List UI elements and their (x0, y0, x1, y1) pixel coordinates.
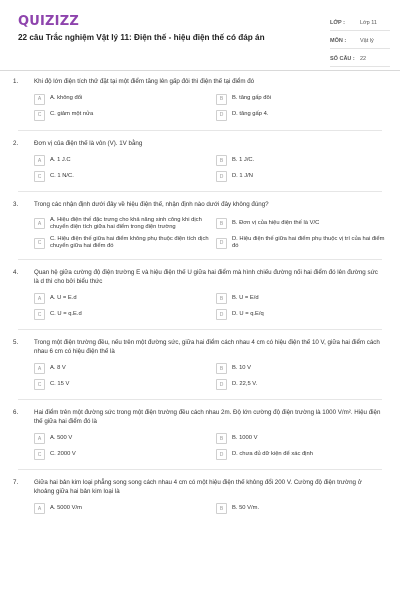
question-item (0, 479, 400, 514)
answer-options (34, 94, 382, 121)
option-letter-box: A (34, 433, 45, 444)
option-text: B. Đơn vị của hiệu điện thế là V/C (232, 220, 320, 227)
option-text: C. 2000 V (50, 451, 76, 458)
option-text: B. 50 V/m. (232, 505, 260, 512)
option-text: B. U = E/d (232, 295, 259, 302)
question-item (0, 78, 400, 121)
option-letter-box: A (34, 503, 45, 514)
meta-label: LỚP : (330, 19, 345, 26)
answer-option[interactable] (216, 236, 392, 250)
option-letter-box: B (216, 503, 227, 514)
question-text: Quan hệ giữa cường độ điện trường E và hiệu điện thế U giữa hai điểm mà hình chiếu đường nối hai điểm đó lên đường sức là d thì cho bởi biểu thức (34, 269, 378, 285)
question-item (0, 269, 400, 320)
answer-option[interactable] (34, 217, 210, 231)
question-item (0, 339, 400, 390)
option-letter-box: D (216, 379, 227, 390)
question-number: 4. (13, 269, 19, 277)
option-text: A. Hiệu điện thế đặc trưng cho khả năng sinh công khi dịch chuyển điện tích giữa hai điểm trong điện trường (50, 216, 202, 230)
option-letter-box: C (34, 110, 45, 121)
meta-value: Vật lý (360, 37, 374, 44)
answer-option[interactable] (216, 110, 392, 121)
option-text: B. 1000 V (232, 435, 258, 442)
question-text: Đơn vị của điện thế là vôn (V). 1V bằng (34, 139, 143, 147)
option-letter-box: A (34, 94, 45, 105)
question-item (0, 140, 400, 183)
option-text: C. U = q.E.d (50, 311, 82, 318)
question-divider (18, 399, 382, 400)
question-text: Hai điểm trên một đường sức trong một điện trường đều cách nhau 2m. Độ lớn cường độ điện trường là 1000 V/m². Hiệu điện thế giữa hai điểm đó là (34, 409, 381, 425)
question-number: 1. (13, 78, 19, 85)
meta-row-class (330, 15, 390, 31)
answer-option[interactable] (34, 94, 210, 105)
option-letter-box: D (216, 110, 227, 121)
question-text: Trong một điện trường đều, nếu trên một đường sức, giữa hai điểm cách nhau 4 cm có hiệu điện thế 10 V, giữa hai điểm cách nhau 6 cm có hiệu điện thế là (34, 339, 380, 355)
option-letter-box: B (216, 363, 227, 374)
option-letter-box: C (34, 379, 45, 390)
question-list (0, 78, 400, 514)
meta-label: MÔN : (330, 37, 347, 44)
option-letter-box: A (34, 218, 45, 229)
answer-option[interactable] (34, 503, 210, 514)
option-letter-box: A (34, 363, 45, 374)
question-divider (18, 191, 382, 192)
meta-value: 22 (360, 55, 367, 62)
answer-options (34, 503, 382, 514)
question-divider (18, 469, 382, 470)
meta-label: SỐ CÂU : (330, 55, 355, 62)
answer-option[interactable] (216, 217, 392, 231)
answer-option[interactable] (216, 309, 392, 320)
answer-option[interactable] (216, 379, 392, 390)
answer-option[interactable] (34, 379, 210, 390)
answer-option[interactable] (216, 171, 392, 182)
worksheet-title: 22 câu Trắc nghiệm Vật lý 11: Điện thế - hiệu điện thế có đáp án (18, 33, 265, 42)
option-letter-box: D (216, 238, 227, 249)
option-text: D. U = q.E/q (232, 311, 264, 318)
answer-option[interactable] (34, 309, 210, 320)
answer-option[interactable] (34, 293, 210, 304)
option-letter-box: A (34, 293, 45, 304)
option-letter-box: C (34, 449, 45, 460)
answer-option[interactable] (216, 503, 392, 514)
option-letter-box: B (216, 293, 227, 304)
option-letter-box: C (34, 309, 45, 320)
option-letter-box: B (216, 218, 227, 229)
option-text: A. không đổi (50, 95, 83, 102)
answer-option[interactable] (34, 171, 210, 182)
option-text: D. 22,5 V. (232, 381, 258, 388)
answer-option[interactable] (216, 155, 392, 166)
option-text: B. 1 J/C. (232, 156, 255, 163)
option-text: D. Hiệu điện thế giữa hai điểm phụ thuộc vị trí của hai điểm đó (232, 235, 385, 250)
answer-option[interactable] (34, 236, 210, 250)
question-text: Trong các nhận định dưới đây về hiệu điện thế, nhận định nào dưới đây không đúng? (34, 201, 269, 208)
option-text: C. giảm một nửa (50, 111, 94, 118)
answer-option[interactable] (216, 449, 392, 460)
question-number: 3. (13, 201, 19, 208)
quizizz-logo: QUIZIZZ (18, 14, 79, 29)
question-number: 5. (13, 339, 19, 347)
question-item (0, 409, 400, 460)
option-text: D. tăng gấp 4. (232, 111, 269, 118)
meta-value: Lớp 11 (360, 19, 377, 26)
option-letter-box: D (216, 449, 227, 460)
question-number: 2. (13, 139, 19, 147)
answer-option[interactable] (216, 363, 392, 374)
option-letter-box: D (216, 171, 227, 182)
meta-row-count (330, 51, 390, 67)
answer-option[interactable] (34, 433, 210, 444)
option-letter-box: D (216, 309, 227, 320)
answer-option[interactable] (216, 433, 392, 444)
option-letter-box: C (34, 171, 45, 182)
option-text: D. 1 J/N (232, 172, 253, 179)
option-letter-box: C (34, 238, 45, 249)
question-divider (18, 130, 382, 131)
option-text: C. Hiệu điện thế giữa hai điểm không phụ thuộc điện tích dịch chuyển giữa hai điểm đó (50, 235, 209, 250)
answer-option[interactable] (34, 110, 210, 121)
worksheet-header (0, 0, 400, 71)
question-item (0, 201, 400, 250)
answer-option[interactable] (34, 155, 210, 166)
option-letter-box: B (216, 94, 227, 105)
question-divider (18, 259, 382, 260)
option-text: D. chưa đủ dữ kiện để xác định (232, 451, 313, 458)
answer-options (34, 363, 382, 390)
answer-options (34, 216, 385, 251)
question-text: Giữa hai bản kim loại phẳng song song cách nhau 4 cm có một hiệu điện thế không đổi 200 V. Cường độ điện trường ở khoảng giữa hai bản kim loại là (34, 479, 362, 495)
answer-option[interactable] (34, 363, 210, 374)
option-letter-box: B (216, 155, 227, 166)
answer-options (34, 155, 382, 182)
question-divider (18, 329, 382, 330)
question-number: 7. (13, 479, 19, 487)
option-text: A. 500 V (50, 435, 73, 442)
option-text: A. 8 V (50, 365, 66, 372)
option-letter-box: B (216, 433, 227, 444)
answer-option[interactable] (216, 293, 392, 304)
option-letter-box: A (34, 155, 45, 166)
option-text: B. 10 V (232, 365, 252, 372)
answer-option[interactable] (34, 449, 210, 460)
question-text: Khi độ lớn điện tích thử đặt tại một điểm tăng lên gấp đôi thì điện thế tại điểm đó (34, 78, 255, 85)
option-text: C. 1 N/C. (50, 172, 74, 179)
worksheet-meta (330, 15, 390, 69)
answer-option[interactable] (216, 94, 392, 105)
question-number: 6. (13, 409, 19, 417)
option-text: A. U = E.d (50, 295, 77, 302)
answer-options (34, 433, 382, 460)
answer-options (34, 293, 382, 320)
option-text: C. 15 V (50, 381, 70, 388)
option-text: A. 5000 V/m (50, 505, 82, 512)
option-text: B. tăng gấp đôi (232, 95, 271, 102)
option-text: A. 1 J.C (50, 156, 71, 163)
meta-row-subject (330, 33, 390, 49)
